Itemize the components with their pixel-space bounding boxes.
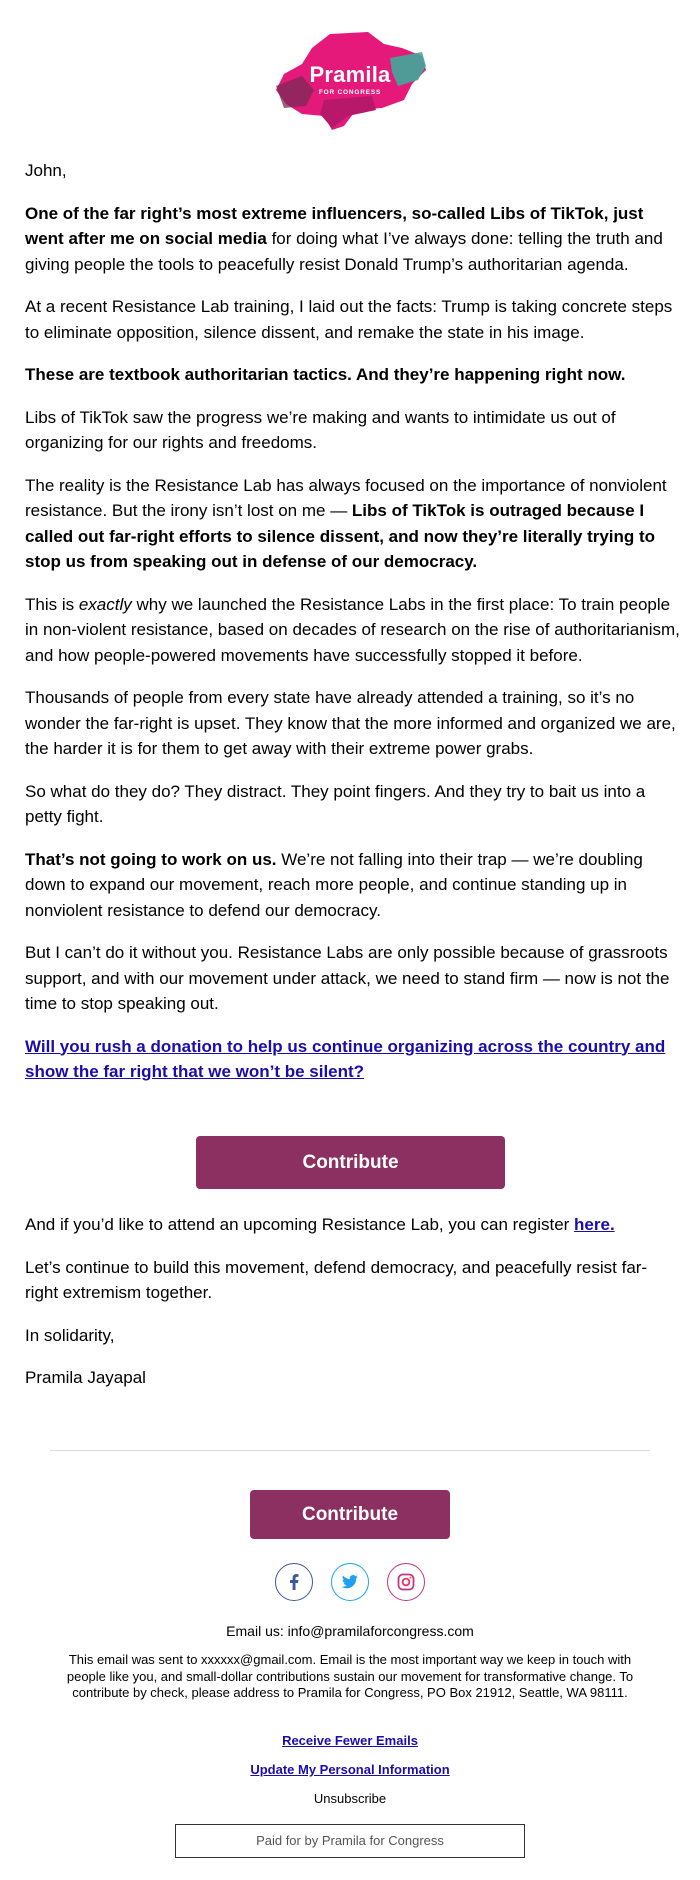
instagram-icon [396,1572,416,1592]
paragraph-6-rest: why we launched the Resistance Labs in the first place: To train people in non-violent resistance, based on decades of research on the rise of authoritarianism, and how people-powered movements have successfully stopped it before. [25,594,680,665]
signature: Pramila Jayapal [25,1368,146,1387]
paragraph-9-bold: That’s not going to work on us. [25,849,277,869]
paragraph-8: So what do they do? They distract. They point fingers. And they try to bait us into a petty fight. [25,781,646,826]
paragraph-6-start: This is [25,594,79,614]
paragraph-4: Libs of TikTok saw the progress we’re making and wants to intimidate us out of organizing for our rights and freedoms. [25,407,616,452]
fewer-emails-row [0,1733,700,1749]
twitter-icon [340,1572,360,1592]
contribute-button[interactable]: Contribute [196,1136,505,1189]
donation-link-paragraph [25,1034,680,1085]
paragraph-5-start: The reality is the Resistance Lab has always focused on the importance of nonviolent resistance. But the irony isn’t lost on me — [25,475,667,520]
logo [0,28,700,138]
register-text: And if you’d like to attend an upcoming Resistance Lab, you can register [25,1215,575,1234]
paragraph-1 [25,201,680,278]
paragraph-12: Let’s continue to build this movement, defend democracy, and peacefully resist far-right extremism together. [25,1257,648,1302]
footer-contribute-button[interactable]: Contribute [250,1490,450,1539]
update-personal-info-link[interactable]: Update My Personal Information [250,1762,450,1777]
paragraph-1-bold: One of the far right’s most extreme influencers, so-called Libs of TikTok, just went after me on social media [25,203,644,248]
paragraph-10: But I can’t do it without you. Resistance Labs are only possible because of grassroots support, and with our movement under attack, we need to stand firm — now is not the time to stop speaking out. [25,943,670,1013]
paid-for-disclaimer: Paid for by Pramila for Congress [175,1824,525,1858]
email-closing [25,1212,680,1408]
register-paragraph [25,1212,680,1238]
logo-title: Pramila [309,62,391,87]
facebook-link[interactable] [275,1563,313,1601]
email-body [25,158,680,1102]
paragraph-2: At a recent Resistance Lab training, I laid out the facts: Trump is taking concrete steps to eliminate opposition, silence dissent, and remake the state in his image. [25,297,673,342]
paragraph-9-rest: We’re not falling into their trap — we’re doubling down to expand our movement, reach more people, and continue standing up in nonviolent resistance to defend our democracy. [25,849,643,920]
unsubscribe-link[interactable]: Unsubscribe [313,1791,387,1806]
social-links [0,1563,700,1603]
signoff: In solidarity, [25,1325,115,1345]
paragraph-7: Thousands of people from every state have already attended a training, so it’s no wonder the far-right is upset. They know that the more informed and organized we are, the harder it is for them to get away with their extreme power grabs. [25,688,676,758]
paragraph-6 [25,592,680,669]
greeting: John, [25,161,67,180]
fine-print: This email was sent to xxxxxx@gmail.com. Email is the most important way we keep in touch with people like you, and small-dollar contributions sustain our movement for transformative change. To contribute by check, please address to Pramila for Congress, PO Box 21912, Seattle, WA 98111. [66,1652,634,1700]
email-us: Email us: info@pramilaforcongress.com [226,1623,474,1639]
paragraph-6-italic: exactly [78,594,132,614]
register-here-link[interactable]: here. [574,1215,615,1234]
paragraph-5-bold: Libs of TikTok is outraged because I called out far-right efforts to silence dissent, and now they’re literally trying to stop us from speaking out in defense of our democracy. [25,501,656,571]
paragraph-1-rest: for doing what I’ve always done: telling the truth and giving people the tools to peacefully resist Donald Trump’s authoritarian agenda. [25,229,663,274]
update-info-row [0,1762,700,1778]
donation-link[interactable]: Will you rush a donation to help us continue organizing across the country and show the far right that we won’t be silent? [25,1036,666,1081]
logo-subtitle: FOR CONGRESS [318,89,382,96]
instagram-link[interactable] [387,1563,425,1601]
receive-fewer-emails-link[interactable]: Receive Fewer Emails [282,1733,418,1748]
paragraph-3: These are textbook authoritarian tactics. And they’re happening right now. [25,365,626,384]
paragraph-9 [25,847,680,924]
paragraph-5 [25,473,680,575]
footer-divider [50,1450,650,1451]
facebook-icon [284,1572,304,1592]
twitter-link[interactable] [331,1563,369,1601]
